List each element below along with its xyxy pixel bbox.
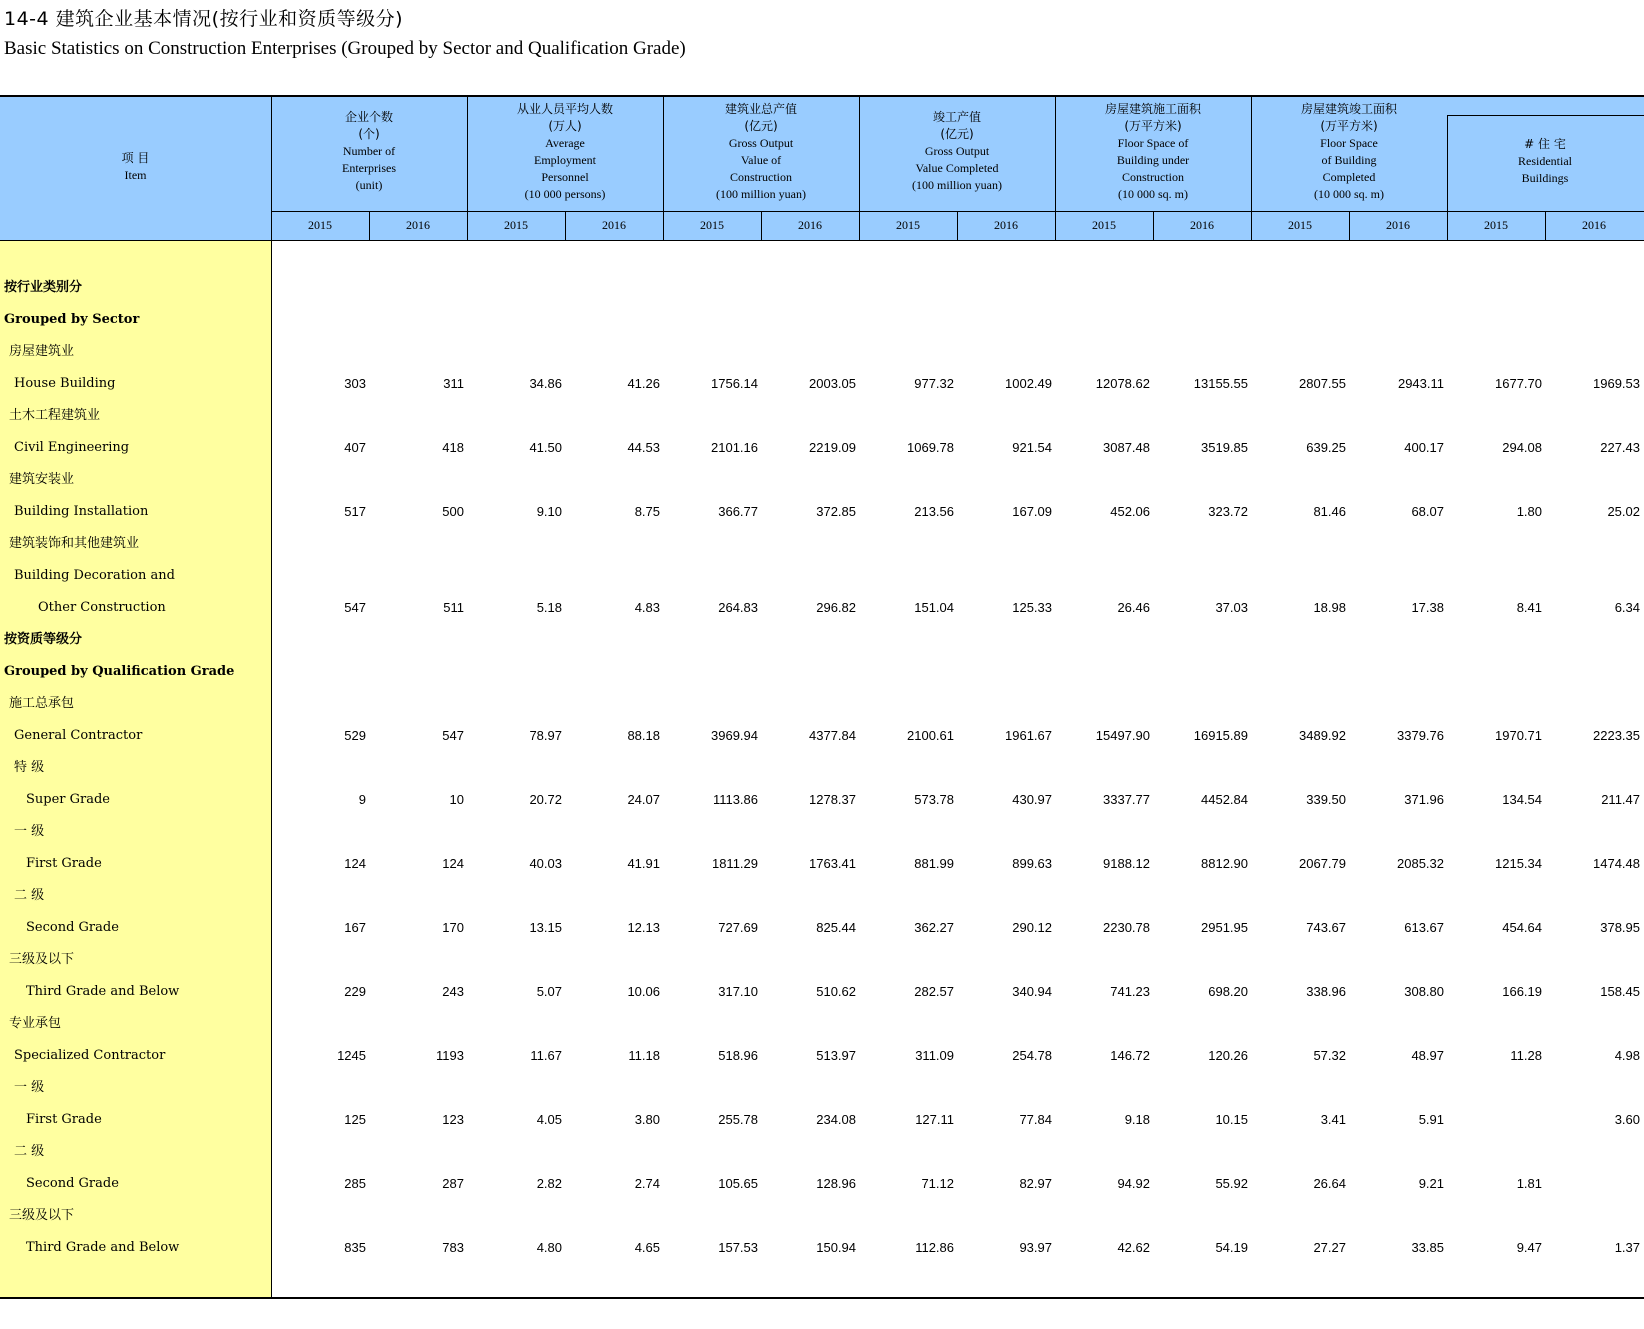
year-label-2016: 2016 <box>1386 218 1410 232</box>
year-label-2016: 2016 <box>1582 218 1606 232</box>
table-cell: 123 <box>442 1112 464 1127</box>
table-cell: 158.45 <box>1600 984 1640 999</box>
table-cell: 741.23 <box>1110 984 1150 999</box>
table-cell: 112.86 <box>915 1240 954 1255</box>
table-cell: 146.72 <box>1110 1048 1150 1063</box>
table-cell: 1069.78 <box>907 440 954 455</box>
column-header-line: Completed <box>1322 170 1376 184</box>
table-cell: 1969.53 <box>1593 376 1640 391</box>
table-cell: 93.97 <box>1019 1240 1052 1255</box>
table-cell: 2230.78 <box>1103 920 1150 935</box>
table-cell: 3.80 <box>634 1112 660 1127</box>
table-cell: 227.43 <box>1600 440 1640 455</box>
column-header-line: 房屋建筑施工面积 <box>1104 102 1201 116</box>
table-cell: 41.26 <box>627 376 660 391</box>
table-cell: 12078.62 <box>1095 376 1150 391</box>
table-cell: 12.13 <box>627 920 660 935</box>
table-cell: 338.96 <box>1306 984 1346 999</box>
column-header-line: (100 million yuan) <box>716 187 806 201</box>
column-header-4 <box>859 109 1055 194</box>
row-label: 施工总承包 <box>9 696 75 711</box>
table-cell: 211.47 <box>1601 792 1640 807</box>
column-header-line: (万平方米) <box>1320 119 1378 133</box>
table-cell: 378.95 <box>1600 920 1640 935</box>
table-cell: 213.56 <box>914 504 954 519</box>
table-cell: 24.07 <box>627 792 660 807</box>
table-cell: 1970.71 <box>1495 728 1542 743</box>
table-cell: 2.74 <box>634 1176 660 1191</box>
year-label-2015: 2015 <box>308 218 332 232</box>
column-header-line: 建筑业总产值 <box>724 102 797 116</box>
row-label: Second Grade <box>26 1176 119 1191</box>
table-cell: 2067.79 <box>1299 856 1346 871</box>
table-cell: 11.67 <box>530 1048 562 1063</box>
row-label: Other Construction <box>38 600 166 615</box>
table-cell: 68.07 <box>1411 504 1444 519</box>
table-cell: 124 <box>442 856 464 871</box>
table-cell: 454.64 <box>1502 920 1542 935</box>
row-label: 二 级 <box>14 1144 45 1159</box>
row-label: First Grade <box>26 856 102 871</box>
table-cell: 372.85 <box>816 504 856 519</box>
table-cell: 510.62 <box>816 984 856 999</box>
table-cell: 285 <box>344 1176 366 1191</box>
table-cell: 2807.55 <box>1299 376 1346 391</box>
table-cell: 157.53 <box>718 1240 758 1255</box>
row-label: 特 级 <box>14 760 45 775</box>
column-header-line: Personnel <box>541 170 589 184</box>
year-label-2015: 2015 <box>504 218 528 232</box>
table-cell: 613.67 <box>1404 920 1444 935</box>
table-cell: 125.33 <box>1012 600 1052 615</box>
table-cell: 2003.05 <box>809 376 856 391</box>
row-label: Building Installation <box>14 504 149 519</box>
table-cell: 1193 <box>436 1048 464 1063</box>
table-cell: 2.82 <box>536 1176 562 1191</box>
row-label: Super Grade <box>26 792 111 807</box>
table-cell: 1113.86 <box>712 792 758 807</box>
table-cell: 9.21 <box>1418 1176 1444 1191</box>
year-label-2016: 2016 <box>1190 218 1214 232</box>
row-label: Grouped by Sector <box>4 312 140 327</box>
row-label: 按资质等级分 <box>4 632 83 647</box>
table-cell: 3.41 <box>1320 1112 1346 1127</box>
table-cell: 1.81 <box>1516 1176 1542 1191</box>
table-cell: 500 <box>442 504 464 519</box>
table-cell: 547 <box>344 600 366 615</box>
table-cell: 78.97 <box>529 728 562 743</box>
table-cell: 418 <box>442 440 464 455</box>
table-cell: 3519.85 <box>1201 440 1248 455</box>
column-header-line: Buildings <box>1521 171 1569 185</box>
table-cell: 407 <box>344 440 366 455</box>
column-header-line: (万平方米) <box>1124 119 1182 133</box>
row-label: Second Grade <box>26 920 119 935</box>
table-cell: 311 <box>443 376 464 391</box>
table-cell: 339.50 <box>1306 792 1346 807</box>
table-cell: 340.94 <box>1012 984 1052 999</box>
table-cell: 71.12 <box>921 1176 954 1191</box>
year-label-2015: 2015 <box>700 218 724 232</box>
table-cell: 41.50 <box>529 440 562 455</box>
table-cell: 1756.14 <box>711 376 758 391</box>
table-cell: 452.06 <box>1110 504 1150 519</box>
column-header-line: (10 000 persons) <box>524 187 606 201</box>
table-cell: 120.26 <box>1208 1048 1248 1063</box>
column-header-line: 企业个数 <box>344 110 393 124</box>
table-cell: 371.96 <box>1404 792 1444 807</box>
column-header-line: Floor Space of <box>1117 136 1189 150</box>
table-title-cn: 14-4 建筑企业基本情况(按行业和资质等级分) <box>4 8 403 30</box>
year-label-2015: 2015 <box>1288 218 1312 232</box>
table-cell: 362.27 <box>914 920 954 935</box>
row-label: 按行业类别分 <box>4 280 83 295</box>
table-cell: 1961.67 <box>1005 728 1052 743</box>
row-label: Third Grade and Below <box>26 984 180 999</box>
column-header-line: 竣工产值 <box>932 110 981 124</box>
column-header-line: Construction <box>1122 170 1184 184</box>
table-cell: 3379.76 <box>1397 728 1444 743</box>
table-cell: 20.72 <box>529 792 562 807</box>
table-cell: 8.41 <box>1516 600 1542 615</box>
table-bottom-rule <box>0 1297 1644 1299</box>
table-cell: 1002.49 <box>1005 376 1052 391</box>
table-cell: 9.18 <box>1124 1112 1150 1127</box>
table-cell: 518.96 <box>718 1048 758 1063</box>
column-header-line: (unit) <box>355 178 383 192</box>
table-cell: 2943.11 <box>1397 376 1444 391</box>
table-cell: 727.69 <box>718 920 758 935</box>
table-cell: 15497.90 <box>1095 728 1150 743</box>
table-cell: 234.08 <box>816 1112 856 1127</box>
table-cell: 124 <box>344 856 366 871</box>
column-header-line: (亿元) <box>940 127 974 141</box>
table-cell: 4.98 <box>1614 1048 1640 1063</box>
column-header-line: Floor Space <box>1320 136 1378 150</box>
table-cell: 294.08 <box>1502 440 1542 455</box>
table-cell: 517 <box>344 504 366 519</box>
row-label: First Grade <box>26 1112 102 1127</box>
table-cell: 255.78 <box>718 1112 758 1127</box>
table-cell: 82.97 <box>1019 1176 1052 1191</box>
table-cell: 9 <box>358 792 366 807</box>
table-cell: 639.25 <box>1306 440 1346 455</box>
table-cell: 1811.29 <box>711 856 758 871</box>
column-header-line: of Building <box>1321 153 1377 167</box>
row-label: 一 级 <box>14 1080 45 1095</box>
table-cell: 290.12 <box>1012 920 1052 935</box>
table-cell: 27.27 <box>1313 1240 1346 1255</box>
table-cell: 366.77 <box>718 504 758 519</box>
table-cell: 33.85 <box>1411 1240 1444 1255</box>
table-cell: 127.11 <box>915 1112 954 1127</box>
table-cell: 13.15 <box>529 920 562 935</box>
table-cell: 54.19 <box>1215 1240 1248 1255</box>
row-label: Third Grade and Below <box>26 1240 180 1255</box>
column-header-6 <box>1251 101 1447 203</box>
table-cell: 743.67 <box>1306 920 1346 935</box>
table-cell: 11.18 <box>628 1048 660 1063</box>
table-cell: 42.62 <box>1117 1240 1150 1255</box>
table-cell: 151.04 <box>914 600 954 615</box>
table-cell: 105.65 <box>718 1176 758 1191</box>
table-cell: 13155.55 <box>1193 376 1248 391</box>
table-cell: 26.46 <box>1117 600 1150 615</box>
table-cell: 37.03 <box>1215 600 1248 615</box>
row-label: Specialized Contractor <box>14 1048 166 1063</box>
table-cell: 1215.34 <box>1495 856 1542 871</box>
table-cell: 40.03 <box>529 856 562 871</box>
table-cell: 2223.35 <box>1593 728 1640 743</box>
row-label: 建筑安装业 <box>9 472 75 487</box>
table-cell: 81.46 <box>1313 504 1346 519</box>
table-cell: 1474.48 <box>1593 856 1640 871</box>
row-label: Grouped by Qualification Grade <box>4 664 235 679</box>
table-cell: 513.97 <box>816 1048 856 1063</box>
item-column-border <box>271 95 272 1297</box>
table-cell: 170 <box>442 920 464 935</box>
table-cell: 77.84 <box>1019 1112 1052 1127</box>
column-header-line: Building under <box>1116 153 1190 167</box>
column-header-5 <box>1055 101 1251 203</box>
table-cell: 529 <box>344 728 366 743</box>
row-label: 建筑装饰和其他建筑业 <box>9 536 140 551</box>
table-cell: 55.92 <box>1215 1176 1248 1191</box>
column-header-line: 从业人员平均人数 <box>516 102 613 116</box>
year-label-2016: 2016 <box>994 218 1018 232</box>
table-cell: 10.15 <box>1215 1112 1248 1127</box>
year-label-2015: 2015 <box>896 218 920 232</box>
table-cell: 4377.84 <box>809 728 856 743</box>
table-cell: 166.19 <box>1502 984 1542 999</box>
table-cell: 16915.89 <box>1193 728 1248 743</box>
table-cell: 3.60 <box>1614 1112 1640 1127</box>
table-cell: 3969.94 <box>711 728 758 743</box>
table-cell: 11.28 <box>1510 1048 1542 1063</box>
row-label: General Contractor <box>14 728 143 743</box>
table-cell: 430.97 <box>1012 792 1052 807</box>
column-header-line: Residential <box>1518 154 1572 168</box>
item-header-en: Item <box>124 168 147 182</box>
column-header-line: Gross Output <box>728 136 794 150</box>
column-header-3 <box>663 101 859 203</box>
table-cell: 783 <box>442 1240 464 1255</box>
row-label: 一 级 <box>14 824 45 839</box>
table-cell: 10.06 <box>627 984 660 999</box>
table-cell: 317.10 <box>718 984 758 999</box>
column-header-line: Number of <box>342 144 396 158</box>
row-label: 三级及以下 <box>9 952 75 967</box>
row-label: 专业承包 <box>9 1016 62 1031</box>
column-header-residential <box>1447 136 1643 187</box>
table-cell: 9.10 <box>536 504 562 519</box>
table-cell: 1278.37 <box>809 792 856 807</box>
table-cell: 264.83 <box>718 600 758 615</box>
table-cell: 4.65 <box>634 1240 660 1255</box>
year-label-2016: 2016 <box>602 218 626 232</box>
table-cell: 8812.90 <box>1201 856 1248 871</box>
table-cell: 9.47 <box>1516 1240 1542 1255</box>
table-cell: 282.57 <box>914 984 954 999</box>
table-cell: 5.91 <box>1418 1112 1444 1127</box>
table-cell: 4.05 <box>536 1112 562 1127</box>
table-cell: 2085.32 <box>1397 856 1444 871</box>
table-cell: 94.92 <box>1117 1176 1150 1191</box>
column-header-line: Employment <box>534 153 596 167</box>
column-header-line: Enterprises <box>342 161 396 175</box>
table-cell: 57.32 <box>1313 1048 1346 1063</box>
row-label: 房屋建筑业 <box>9 344 75 359</box>
table-cell: 2951.95 <box>1201 920 1248 935</box>
table-cell: 5.07 <box>536 984 562 999</box>
table-cell: 698.20 <box>1208 984 1248 999</box>
table-cell: 3489.92 <box>1299 728 1346 743</box>
table-cell: 287 <box>442 1176 464 1191</box>
header-top-rule <box>0 95 1644 97</box>
table-cell: 1677.70 <box>1495 376 1542 391</box>
column-header-line: Value of <box>740 153 782 167</box>
table-cell: 25.02 <box>1607 504 1640 519</box>
column-header-line: 房屋建筑竣工面积 <box>1300 102 1397 116</box>
table-cell: 6.34 <box>1614 600 1640 615</box>
table-cell: 921.54 <box>1012 440 1052 455</box>
row-label: Building Decoration and <box>14 568 175 583</box>
table-cell: 4452.84 <box>1201 792 1248 807</box>
row-label: 三级及以下 <box>9 1208 75 1223</box>
table-cell: 835 <box>344 1240 366 1255</box>
column-header-line: (100 million yuan) <box>912 178 1002 192</box>
table-cell: 5.18 <box>536 600 562 615</box>
table-cell: 17.38 <box>1411 600 1444 615</box>
column-header-line: Value Completed <box>915 161 999 175</box>
column-header-line: (10 000 sq. m) <box>1314 187 1384 201</box>
table-cell: 150.94 <box>816 1240 856 1255</box>
table-cell: 34.86 <box>529 376 562 391</box>
row-label: House Building <box>14 376 116 391</box>
column-header-line: Construction <box>730 170 792 184</box>
table-cell: 2219.09 <box>809 440 856 455</box>
table-cell: 323.72 <box>1208 504 1248 519</box>
column-header-1 <box>271 109 467 194</box>
table-cell: 400.17 <box>1404 440 1444 455</box>
table-cell: 18.98 <box>1313 600 1346 615</box>
table-cell: 1.37 <box>1614 1240 1640 1255</box>
table-cell: 547 <box>442 728 464 743</box>
table-cell: 311.09 <box>915 1048 954 1063</box>
table-cell: 243 <box>442 984 464 999</box>
table-cell: 134.54 <box>1502 792 1542 807</box>
table-cell: 2101.16 <box>711 440 758 455</box>
table-cell: 2100.61 <box>907 728 954 743</box>
table-cell: 3337.77 <box>1103 792 1150 807</box>
table-cell: 511 <box>443 600 464 615</box>
table-cell: 8.75 <box>634 504 660 519</box>
year-label-2015: 2015 <box>1484 218 1508 232</box>
header-bottom-rule <box>0 240 1644 241</box>
table-cell: 167 <box>344 920 366 935</box>
table-cell: 977.32 <box>914 376 954 391</box>
table-cell: 88.18 <box>627 728 660 743</box>
table-cell: 4.83 <box>634 600 660 615</box>
table-cell: 1.80 <box>1516 504 1542 519</box>
table-cell: 167.09 <box>1012 504 1052 519</box>
table-cell: 825.44 <box>816 920 856 935</box>
table-cell: 308.80 <box>1404 984 1444 999</box>
column-header-line: (个) <box>358 127 380 141</box>
table-cell: 899.63 <box>1012 856 1052 871</box>
table-cell: 48.97 <box>1411 1048 1444 1063</box>
table-cell: 296.82 <box>816 600 856 615</box>
table-cell: 254.78 <box>1012 1048 1052 1063</box>
table-cell: 4.80 <box>536 1240 562 1255</box>
column-header-2 <box>467 101 663 203</box>
table-cell: 10 <box>449 792 464 807</box>
row-label: 二 级 <box>14 888 45 903</box>
table-cell: 229 <box>344 984 366 999</box>
column-header-line: (10 000 sq. m) <box>1118 187 1188 201</box>
table-cell: 26.64 <box>1313 1176 1346 1191</box>
table-cell: 881.99 <box>914 856 954 871</box>
table-cell: 573.78 <box>914 792 954 807</box>
year-label-2016: 2016 <box>798 218 822 232</box>
column-header-line: (亿元) <box>744 119 778 133</box>
table-cell: 9188.12 <box>1103 856 1150 871</box>
row-label: Civil Engineering <box>14 440 130 455</box>
column-header-line: Gross Output <box>924 144 990 158</box>
table-cell: 3087.48 <box>1103 440 1150 455</box>
row-label: 土木工程建筑业 <box>9 408 101 423</box>
residential-subheader-rule <box>1447 115 1644 116</box>
column-header-line: Average <box>545 136 585 150</box>
table-title-en: Basic Statistics on Construction Enterprises (Grouped by Sector and Qualification Grade) <box>4 38 686 59</box>
item-header <box>0 150 271 184</box>
column-header-line: # 住 宅 <box>1524 137 1566 151</box>
table-cell: 44.53 <box>627 440 660 455</box>
table-cell: 125 <box>344 1112 366 1127</box>
item-header-cn: 项 目 <box>121 151 150 165</box>
table-cell: 128.96 <box>816 1176 856 1191</box>
table-cell: 1763.41 <box>809 856 856 871</box>
table-cell: 303 <box>344 376 366 391</box>
table-cell: 41.91 <box>627 856 660 871</box>
column-header-line: (万人) <box>548 119 582 133</box>
year-label-2015: 2015 <box>1092 218 1116 232</box>
year-label-2016: 2016 <box>406 218 430 232</box>
table-cell: 1245 <box>337 1048 366 1063</box>
